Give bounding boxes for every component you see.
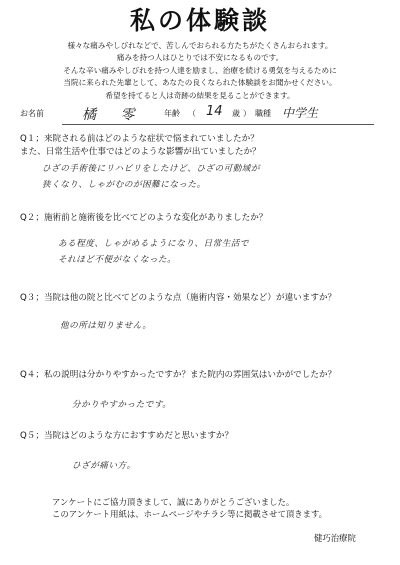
answer-text: それほど不便がなくなった。 bbox=[58, 255, 177, 265]
question-2 bbox=[20, 212, 390, 225]
intro-line: 当院に来られた先輩として、あなたの良くなられた体験談をお聞かせください。 bbox=[63, 78, 337, 88]
answer-text: 他の所は知りません。 bbox=[60, 321, 152, 331]
footer-text bbox=[52, 496, 327, 520]
question-text: また、日常生活や仕事ではどのような影響が出ていましたか？ bbox=[20, 147, 261, 157]
answer-text: 狭くなり、しゃがむのが困難になった。 bbox=[42, 180, 206, 190]
question-text: Q４；私の説明は分かりやすかったですか？また院内の雰囲気はいかがでしたか？ bbox=[20, 370, 337, 380]
question-5 bbox=[20, 430, 390, 443]
answer-1 bbox=[42, 161, 260, 193]
name-value: 橘 零 bbox=[82, 107, 145, 123]
answer-text: ある程度、しゃがめるようになり、日常生活で bbox=[58, 239, 249, 249]
question-3 bbox=[20, 292, 390, 305]
answer-5 bbox=[72, 458, 136, 474]
question-1 bbox=[20, 133, 390, 159]
age-unit: 歳 bbox=[232, 109, 240, 118]
answer-text: ひざが痛い方。 bbox=[72, 461, 136, 471]
answer-text: 分かりやすかったです。 bbox=[72, 400, 172, 410]
intro-line: 痛みを持つ人はひとりでは不安になるものです。 bbox=[116, 53, 284, 63]
occupation-value: 中学生 bbox=[282, 106, 319, 120]
question-4 bbox=[20, 369, 390, 382]
name-underline bbox=[62, 124, 374, 125]
clinic-name: 健巧治療院 bbox=[314, 533, 356, 543]
answer-2 bbox=[58, 236, 249, 268]
intro-text bbox=[0, 40, 400, 102]
answer-4 bbox=[72, 397, 171, 413]
profile-row: お名前 橘 零 年齢 （ 14 歳 ） 職種 中学生 bbox=[20, 104, 319, 123]
footer-line: このアンケート用紙は、ホームページやチラシ等に掲載させて頂きます。 bbox=[52, 509, 328, 519]
footer-line: アンケートにご協力頂きまして、誠にありがとうございました。 bbox=[52, 497, 295, 507]
occupation-label: 職種 bbox=[255, 109, 271, 118]
age-value: 14 bbox=[206, 104, 223, 119]
age-label: 年齢 bbox=[164, 109, 180, 118]
question-text: Q３；当院は他の院と比べてどのような点（施術内容・効果など）が違いますか？ bbox=[20, 293, 337, 303]
name-label: お名前 bbox=[20, 109, 44, 118]
question-text: Q５；当院はどのような方におすすめだと思いますか？ bbox=[20, 431, 234, 441]
question-text: Q１；来院される前はどのような症状で悩まれていましたか？ bbox=[20, 134, 259, 144]
page-title: 私の体験談 bbox=[129, 6, 270, 35]
intro-line: 希望を持てると人は奇跡の結果を見ることができます。 bbox=[105, 90, 295, 100]
question-text: Q２；施術前と施術後を比べてどのような変化がありましたか？ bbox=[20, 213, 268, 223]
answer-text: ひざの手術後にリハビリをしたけど、ひざの可動域が bbox=[42, 164, 260, 174]
answer-3 bbox=[60, 318, 151, 334]
intro-line: 様々な痛みやしびれなどで、苦しんでおられる方たちがたくさんおられます。 bbox=[67, 41, 333, 50]
intro-line: そんな辛い痛みやしびれを持つ人達を励まし、治療を続ける勇気を与えるために bbox=[63, 65, 337, 75]
